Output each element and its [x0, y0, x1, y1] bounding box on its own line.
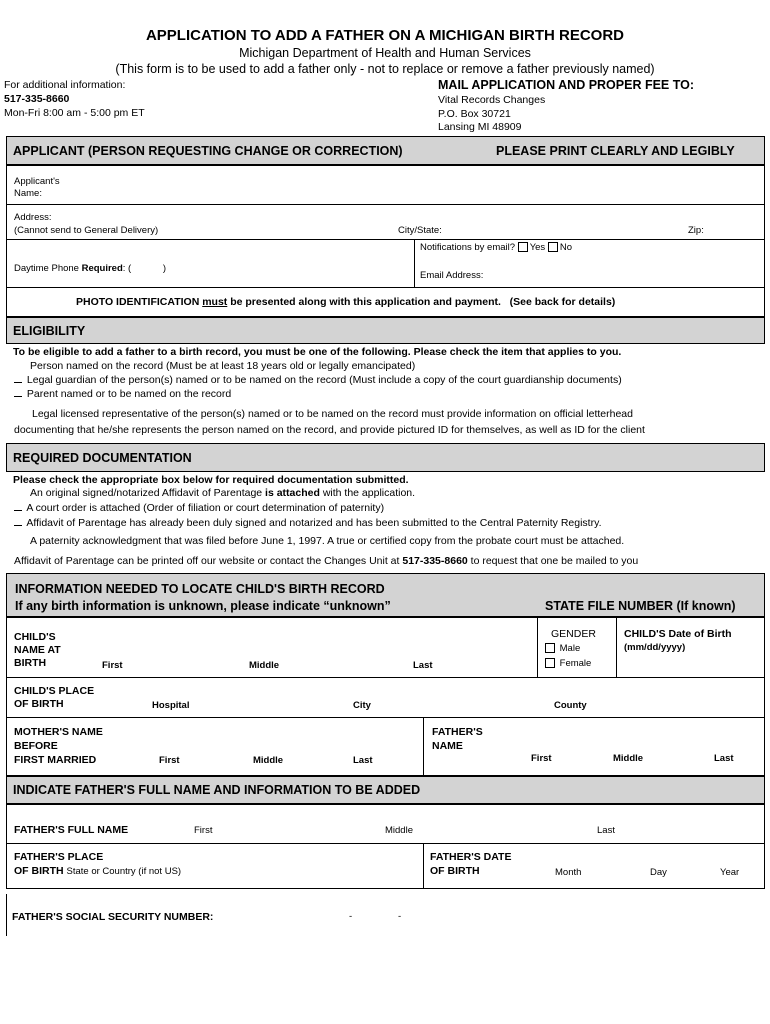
applicant-name-label-1: Applicant's — [14, 176, 60, 187]
father-info-heading: INDICATE FATHER'S FULL NAME AND INFORMATION TO BE ADDED — [13, 783, 421, 797]
child-dob-format: (mm/dd/yyyy) — [624, 642, 686, 653]
father-middle-name-field[interactable]: Middle — [613, 753, 644, 764]
phone-label[interactable]: Daytime Phone Required: ( ) — [14, 263, 167, 274]
eligibility-header — [6, 317, 765, 344]
father-full-last-field[interactable]: Last — [597, 825, 615, 836]
documentation-item-2[interactable]: A court order is attached (Order of filiation or court determination of paternity) — [14, 502, 384, 514]
female-checkbox[interactable] — [545, 658, 555, 668]
form-purpose-note: (This form is to be used to add a father only - not to replace or remove a father previously named) — [115, 62, 655, 76]
email-notify-label: Notifications by email? Yes No — [420, 242, 572, 253]
child-place-label-2: OF BIRTH — [14, 698, 64, 710]
hospital-field[interactable]: Hospital — [152, 700, 190, 711]
documentation-item-1[interactable]: An original signed/notarized Affidavit of Parentage is attached with the application. — [30, 487, 416, 499]
documentation-intro: Please check the appropriate box below for required documentation submitted. — [13, 474, 409, 486]
eligibility-intro: To be eligible to add a father to a birth record, you must be one of the following. Please check the item that applies to you. — [13, 346, 622, 358]
zip-label[interactable]: Zip: — [688, 225, 704, 236]
ssn-dash-2: - — [398, 911, 402, 922]
gender-label: GENDER — [551, 628, 596, 640]
gender-male[interactable]: Male — [545, 643, 580, 654]
form-title: APPLICATION TO ADD A FATHER ON A MICHIGAN BIRTH RECORD — [145, 27, 625, 44]
eligibility-item-2[interactable]: Legal guardian of the person(s) named or to be named on the record (Must include a copy of the court guardianship documents) — [14, 374, 622, 386]
mother-name-label-3: FIRST MARRIED — [14, 754, 97, 766]
email-yes-checkbox[interactable] — [518, 242, 528, 252]
photo-id-notice: PHOTO IDENTIFICATION must be presented along with this application and payment. (See back for details) — [76, 296, 616, 308]
address-label[interactable]: Address: — [14, 212, 52, 223]
eligibility-heading: ELIGIBILITY — [13, 324, 86, 338]
child-info-heading: INFORMATION NEEDED TO LOCATE CHILD'S BIRTH RECORD — [15, 582, 385, 596]
father-info-header — [6, 776, 765, 804]
documentation-item-2-checkbox[interactable] — [14, 505, 22, 511]
mother-first-name-field[interactable]: First — [159, 755, 180, 766]
father-place-label-2[interactable]: OF BIRTH State or Country (if not US) — [14, 865, 182, 877]
eligibility-item-1[interactable]: Person named on the record (Must be at least 18 years old or legally emancipated) — [30, 360, 416, 372]
eligibility-item-2-checkbox[interactable] — [14, 377, 22, 383]
father-place-label-1: FATHER'S PLACE — [14, 851, 104, 863]
father-full-first-field[interactable]: First — [194, 825, 213, 836]
applicant-heading: APPLICANT (PERSON REQUESTING CHANGE OR CORRECTION) — [13, 144, 403, 158]
eligibility-item-3-checkbox[interactable] — [14, 391, 22, 397]
father-dob-day-field[interactable]: Day — [650, 867, 667, 878]
info-label: For additional information: — [4, 79, 126, 91]
documentation-header — [6, 443, 765, 472]
father-first-name-field[interactable]: First — [531, 753, 552, 764]
applicant-name-label-2[interactable]: Name: — [14, 188, 42, 199]
mail-line-3: Lansing MI 48909 — [438, 121, 522, 133]
child-name-label-3: BIRTH — [14, 657, 47, 669]
father-name-label-2: NAME — [432, 740, 463, 752]
applicant-box — [6, 165, 765, 317]
father-dob-label-2: OF BIRTH — [430, 865, 480, 877]
father-dob-month-field[interactable]: Month — [555, 867, 582, 878]
child-dob-label[interactable]: CHILD'S Date of Birth — [624, 628, 732, 640]
department-name: Michigan Department of Health and Human Services — [239, 46, 531, 60]
mother-last-name-field[interactable]: Last — [353, 755, 373, 766]
documentation-heading: REQUIRED DOCUMENTATION — [13, 451, 192, 465]
email-no-checkbox[interactable] — [548, 242, 558, 252]
eligibility-item-3[interactable]: Parent named or to be named on the record — [14, 388, 231, 400]
mail-line-2: P.O. Box 30721 — [438, 108, 511, 120]
child-info-header — [6, 573, 765, 617]
father-dob-year-field[interactable]: Year — [720, 867, 740, 878]
father-last-name-field[interactable]: Last — [714, 753, 734, 764]
applicant-header — [6, 136, 765, 165]
child-place-label-1: CHILD'S PLACE — [14, 685, 95, 697]
father-dob-label-1: FATHER'S DATE — [430, 851, 512, 863]
documentation-item-3-checkbox[interactable] — [14, 520, 22, 526]
documentation-item-4[interactable]: A paternity acknowledgment that was filed before June 1, 1997. A true or certified copy from the probate court must be attached. — [30, 535, 625, 547]
father-full-middle-field[interactable]: Middle — [385, 825, 413, 836]
eligibility-item-4b: documenting that he/she represents the person named on the record, and provide pictured ID for themselves, as well as ID for the client — [14, 424, 645, 436]
male-checkbox[interactable] — [545, 643, 555, 653]
child-info-box — [6, 617, 765, 776]
city-field[interactable]: City — [353, 700, 371, 711]
child-name-label-2: NAME AT — [14, 644, 61, 656]
mother-middle-name-field[interactable]: Middle — [253, 755, 284, 766]
child-first-name-field[interactable]: First — [102, 660, 123, 671]
mother-name-label-1: MOTHER'S NAME — [14, 726, 103, 738]
gender-female[interactable]: Female — [545, 658, 591, 669]
eligibility-item-4a[interactable]: Legal licensed representative of the person(s) named or to be named on the record must provide information on official letterhead — [32, 408, 633, 420]
mail-heading: MAIL APPLICATION AND PROPER FEE TO: — [438, 78, 695, 92]
print-note: PLEASE PRINT CLEARLY AND LEGIBLY — [496, 144, 735, 158]
ssn-dash-1: - — [349, 911, 353, 922]
child-middle-name-field[interactable]: Middle — [249, 660, 280, 671]
child-info-subheading: If any birth information is unknown, please indicate “unknown” — [15, 599, 391, 613]
mail-line-1: Vital Records Changes — [438, 94, 546, 106]
info-phone: 517-335-8660 — [4, 93, 70, 105]
child-name-label-1: CHILD'S — [14, 631, 56, 643]
address-note: (Cannot send to General Delivery) — [14, 225, 159, 236]
child-last-name-field[interactable]: Last — [413, 660, 433, 671]
city-state-label[interactable]: City/State: — [398, 225, 442, 236]
info-hours: Mon-Fri 8:00 am - 5:00 pm ET — [4, 107, 145, 119]
mother-name-label-2: BEFORE — [14, 740, 58, 752]
state-file-number-label[interactable]: STATE FILE NUMBER (If known) — [545, 599, 736, 613]
father-ssn-label[interactable]: FATHER'S SOCIAL SECURITY NUMBER: — [12, 911, 214, 923]
documentation-footer: Affidavit of Parentage can be printed off our website or contact the Changes Unit at 517-335-8660 to request that one be mailed to you — [14, 555, 639, 567]
father-name-label-1: FATHER'S — [432, 726, 483, 738]
documentation-item-3[interactable]: Affidavit of Parentage has already been duly signed and notarized and has been submitted to the Central Paternity Registry. — [14, 517, 601, 529]
email-address-label[interactable]: Email Address: — [420, 270, 484, 281]
father-full-name-label: FATHER'S FULL NAME — [14, 824, 129, 836]
county-field[interactable]: County — [554, 700, 587, 711]
